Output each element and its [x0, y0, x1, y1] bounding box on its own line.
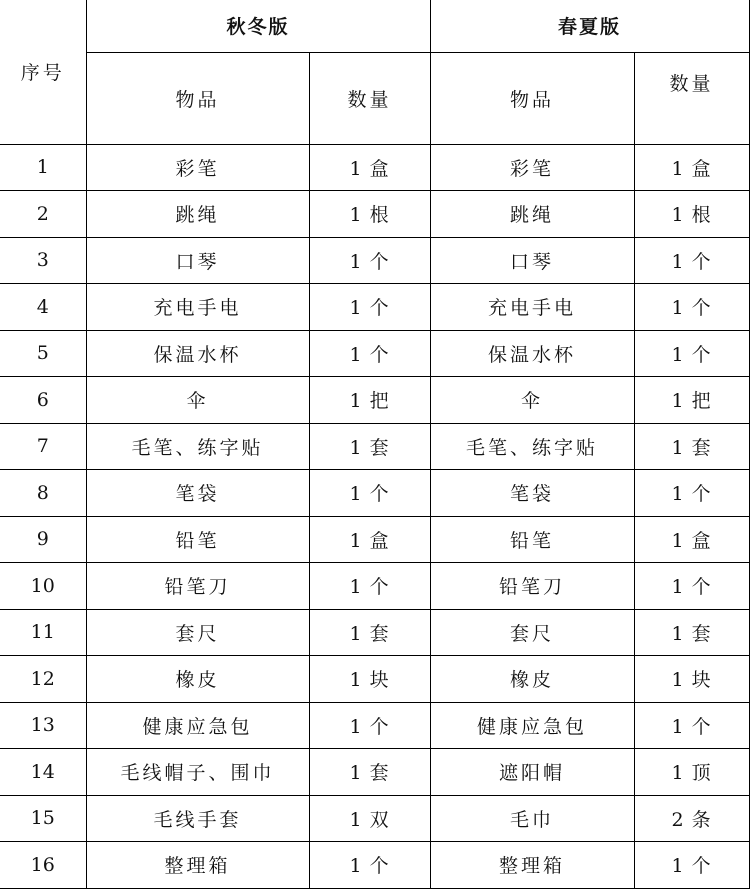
ss-quantity-cell: 1 个: [634, 702, 749, 749]
ss-item-cell: 健康应急包: [430, 702, 634, 749]
aw-item-cell: 健康应急包: [86, 702, 309, 749]
ss-quantity-cell: 1 套: [634, 423, 749, 470]
aw-item-cell: 毛线帽子、围巾: [86, 749, 309, 796]
header-row-group: [0, 0, 749, 52]
ss-item-cell: 毛巾: [430, 795, 634, 842]
aw-quantity-cell: 1 个: [309, 470, 430, 517]
table-row: [0, 516, 749, 563]
ss-item-cell: 铅笔刀: [430, 563, 634, 610]
row-number: 3: [0, 237, 86, 284]
ss-item-cell: 整理箱: [430, 842, 634, 889]
table-row: [0, 656, 749, 703]
aw-item-header: 物品: [86, 52, 309, 144]
ss-quantity-cell: 1 个: [634, 330, 749, 377]
aw-quantity-cell: 1 盒: [309, 516, 430, 563]
ss-quantity-cell: 1 个: [634, 842, 749, 889]
aw-item-cell: 铅笔: [86, 516, 309, 563]
ss-quantity-cell: 1 个: [634, 237, 749, 284]
aw-quantity-header: 数量: [309, 52, 430, 144]
row-number: 15: [0, 795, 86, 842]
aw-quantity-cell: 1 个: [309, 842, 430, 889]
aw-quantity-cell: 1 块: [309, 656, 430, 703]
table-row: [0, 191, 749, 238]
aw-item-cell: 彩笔: [86, 144, 309, 191]
ss-quantity-cell: 1 顶: [634, 749, 749, 796]
aw-item-cell: 充电手电: [86, 284, 309, 331]
ss-quantity-cell: 1 个: [634, 563, 749, 610]
aw-item-cell: 伞: [86, 377, 309, 424]
aw-item-cell: 毛线手套: [86, 795, 309, 842]
row-number: 2: [0, 191, 86, 238]
ss-item-cell: 橡皮: [430, 656, 634, 703]
aw-quantity-cell: 1 套: [309, 749, 430, 796]
aw-quantity-cell: 1 个: [309, 563, 430, 610]
table-row: [0, 749, 749, 796]
ss-quantity-cell: 1 盒: [634, 516, 749, 563]
aw-item-cell: 整理箱: [86, 842, 309, 889]
ss-quantity-cell: 1 个: [634, 470, 749, 517]
aw-quantity-cell: 1 套: [309, 609, 430, 656]
ss-item-cell: 跳绳: [430, 191, 634, 238]
aw-quantity-cell: 1 盒: [309, 144, 430, 191]
ss-quantity-cell: 1 套: [634, 609, 749, 656]
ss-quantity-cell: 1 根: [634, 191, 749, 238]
ss-quantity-cell: 2 条: [634, 795, 749, 842]
ss-quantity-cell: 1 盒: [634, 144, 749, 191]
ss-item-cell: 口琴: [430, 237, 634, 284]
table-row: [0, 284, 749, 331]
row-number: 10: [0, 563, 86, 610]
row-number: 16: [0, 842, 86, 889]
aw-item-cell: 橡皮: [86, 656, 309, 703]
table-row: [0, 423, 749, 470]
aw-quantity-cell: 1 个: [309, 702, 430, 749]
seq-header: 序号: [0, 0, 86, 144]
row-number: 4: [0, 284, 86, 331]
row-number: 5: [0, 330, 86, 377]
aw-item-cell: 笔袋: [86, 470, 309, 517]
ss-item-cell: 毛笔、练字贴: [430, 423, 634, 470]
table-row: [0, 470, 749, 517]
row-number: 14: [0, 749, 86, 796]
header-row-columns: [0, 52, 749, 144]
ss-item-cell: 充电手电: [430, 284, 634, 331]
aw-quantity-cell: 1 把: [309, 377, 430, 424]
ss-quantity-cell: 1 把: [634, 377, 749, 424]
ss-item-header: 物品: [430, 52, 634, 144]
ss-quantity-header: 数量: [634, 52, 749, 144]
aw-item-cell: 套尺: [86, 609, 309, 656]
table-row: [0, 330, 749, 377]
aw-item-cell: 跳绳: [86, 191, 309, 238]
aw-quantity-cell: 1 双: [309, 795, 430, 842]
table-row: [0, 702, 749, 749]
ss-item-cell: 笔袋: [430, 470, 634, 517]
aw-quantity-cell: 1 个: [309, 330, 430, 377]
row-number: 9: [0, 516, 86, 563]
row-number: 13: [0, 702, 86, 749]
ss-item-cell: 遮阳帽: [430, 749, 634, 796]
ss-item-cell: 套尺: [430, 609, 634, 656]
aw-quantity-cell: 1 个: [309, 284, 430, 331]
aw-quantity-cell: 1 根: [309, 191, 430, 238]
aw-quantity-cell: 1 套: [309, 423, 430, 470]
aw-item-cell: 口琴: [86, 237, 309, 284]
ss-item-cell: 伞: [430, 377, 634, 424]
ss-quantity-cell: 1 个: [634, 284, 749, 331]
row-number: 8: [0, 470, 86, 517]
table-row: [0, 842, 749, 889]
ss-item-cell: 保温水杯: [430, 330, 634, 377]
aw-item-cell: 毛笔、练字贴: [86, 423, 309, 470]
autumn-winter-header: 秋冬版: [86, 0, 430, 52]
table-row: [0, 563, 749, 610]
row-number: 1: [0, 144, 86, 191]
table-row: [0, 795, 749, 842]
aw-quantity-cell: 1 个: [309, 237, 430, 284]
aw-item-cell: 铅笔刀: [86, 563, 309, 610]
table-row: [0, 377, 749, 424]
ss-item-cell: 铅笔: [430, 516, 634, 563]
ss-quantity-cell: 1 块: [634, 656, 749, 703]
ss-item-cell: 彩笔: [430, 144, 634, 191]
row-number: 6: [0, 377, 86, 424]
aw-item-cell: 保温水杯: [86, 330, 309, 377]
table-row: [0, 609, 749, 656]
table-row: [0, 144, 749, 191]
row-number: 11: [0, 609, 86, 656]
table-row: [0, 237, 749, 284]
spring-summer-header: 春夏版: [430, 0, 749, 52]
row-number: 7: [0, 423, 86, 470]
row-number: 12: [0, 656, 86, 703]
